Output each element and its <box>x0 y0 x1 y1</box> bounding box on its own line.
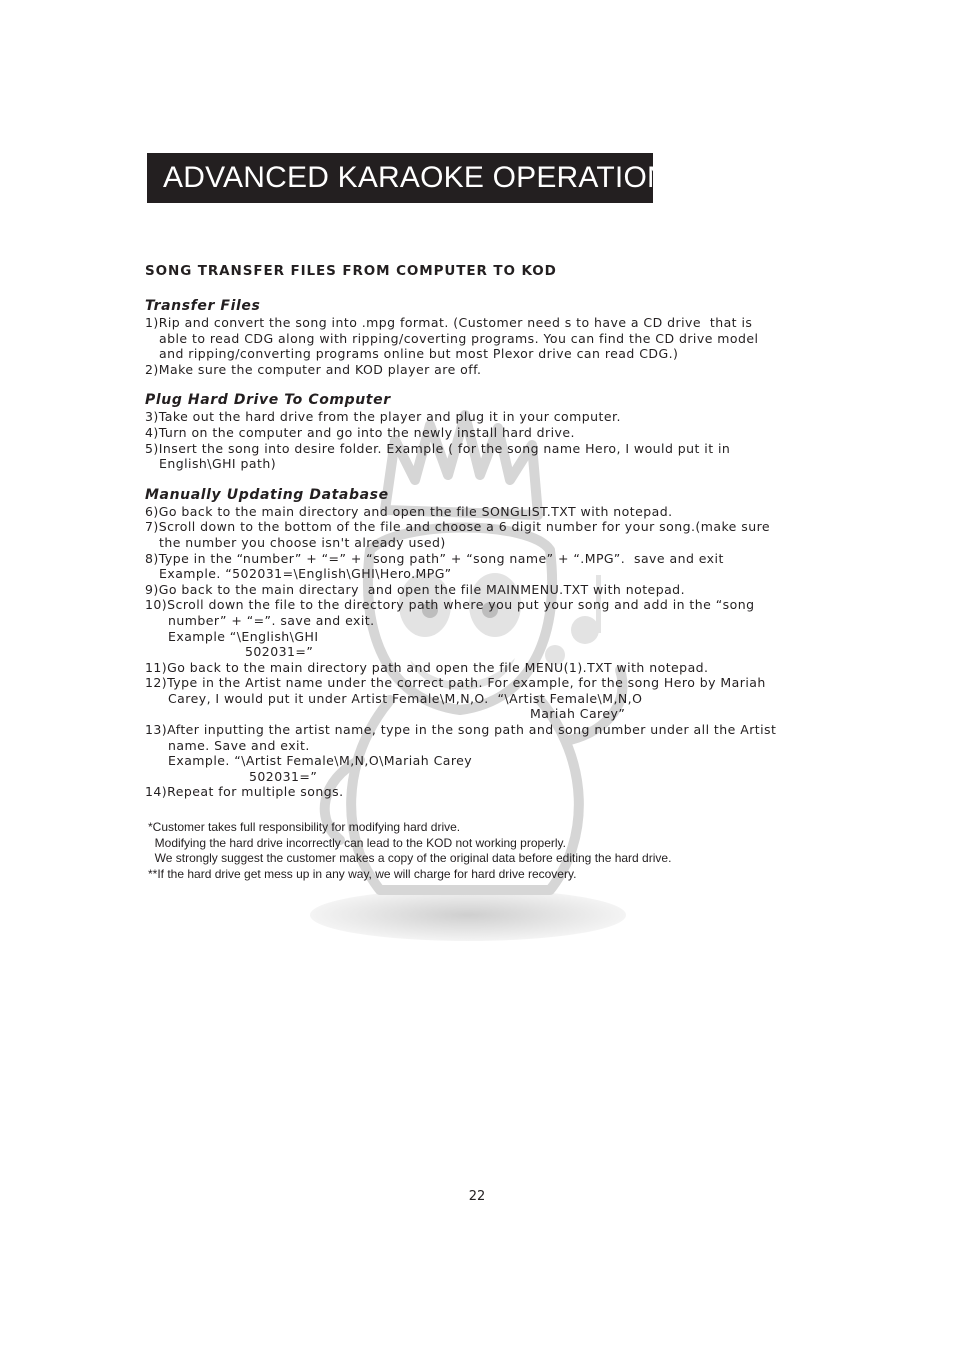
page-title: ADVANCED KARAOKE OPERATION <box>163 161 669 194</box>
page-title-banner <box>147 153 669 203</box>
step-line: 1)Rip and convert the song into .mpg format. (Customer need s to have a CD drive that is <box>145 315 753 330</box>
step-line: 8)Type in the “number” + “=” + “song path” + “song name” + “.MPG”. save and exit <box>145 550 724 566</box>
step-line: Example “\English\GHI <box>168 628 319 644</box>
manual-update-heading: Manually Updating Database <box>145 486 389 503</box>
step-line: English\GHI path) <box>159 456 277 472</box>
note-line: We strongly suggest the customer makes a copy of the original data before editing the hard drive. <box>148 851 672 866</box>
step-line: 6)Go back to the main directory and open the file SONGLIST.TXT with notepad. <box>145 503 673 519</box>
page-number: 22 <box>468 1189 486 1204</box>
main-content <box>145 262 825 800</box>
step-line: name. Save and exit. <box>168 737 310 753</box>
step-line: Example. “502031=\English\GHI\Hero.MPG” <box>159 566 452 582</box>
step-line: Example. “\Artist Female\M,N,O\Mariah Carey <box>168 753 473 769</box>
note-line: **If the hard drive get mess up in any way, we will charge for hard drive recovery. <box>148 866 577 881</box>
step-line: 9)Go back to the main directary and open the file MAINMENU.TXT with notepad. <box>145 581 685 597</box>
step-line: Carey, I would put it under Artist Female\M,N,O. “\Artist Female\M,N,O <box>168 690 643 706</box>
step-line: 14)Repeat for multiple songs. <box>145 784 344 800</box>
section-title: SONG TRANSFER FILES FROM COMPUTER TO KOD <box>145 263 557 279</box>
note-line: *Customer takes full responsibility for modifying hard drive. <box>148 820 461 834</box>
step-line: 13)After inputting the artist name, type in the song path and song number under all the Artist <box>145 722 777 738</box>
step-line: the number you choose isn't already used) <box>159 534 446 550</box>
note-line: Modifying the hard drive incorrectly can lead to the KOD not working properly. <box>148 835 566 850</box>
step-line: 7)Scroll down to the bottom of the file and choose a 6 digit number for your song.(make sure <box>145 519 771 535</box>
step-line: able to read CDG along with ripping/coverting programs. You can find the CD drive model <box>159 330 759 346</box>
step-line: 4)Turn on the computer and go into the newly install hard drive. <box>145 424 575 440</box>
step-line: and ripping/converting programs online but most Plexor drive can read CDG.) <box>159 346 679 362</box>
step-line: number” + “=”. save and exit. <box>168 612 375 628</box>
transfer-files-heading: Transfer Files <box>145 298 261 314</box>
step-line: 2)Make sure the computer and KOD player are off. <box>145 361 482 377</box>
plug-hard-drive-heading: Plug Hard Drive To Computer <box>145 392 391 409</box>
step-line: 3)Take out the hard drive from the player and plug it in your computer. <box>145 409 621 425</box>
step-line: 10)Scroll down the file to the directory path where you put your song and add in the “song <box>145 597 755 613</box>
step-line: 11)Go back to the main directory path and open the file MENU(1).TXT with notepad. <box>145 659 709 675</box>
step-line: 502031=” <box>249 768 318 784</box>
disclaimer-notes <box>148 820 671 882</box>
step-line: 12)Type in the Artist name under the correct path. For example, for the song Hero by Mariah <box>145 675 766 691</box>
step-line: 5)Insert the song into desire folder. Example ( for the song name Hero, I would put it in <box>145 440 731 456</box>
step-line: Mariah Carey” <box>530 706 626 722</box>
step-line: 502031=” <box>245 644 314 660</box>
